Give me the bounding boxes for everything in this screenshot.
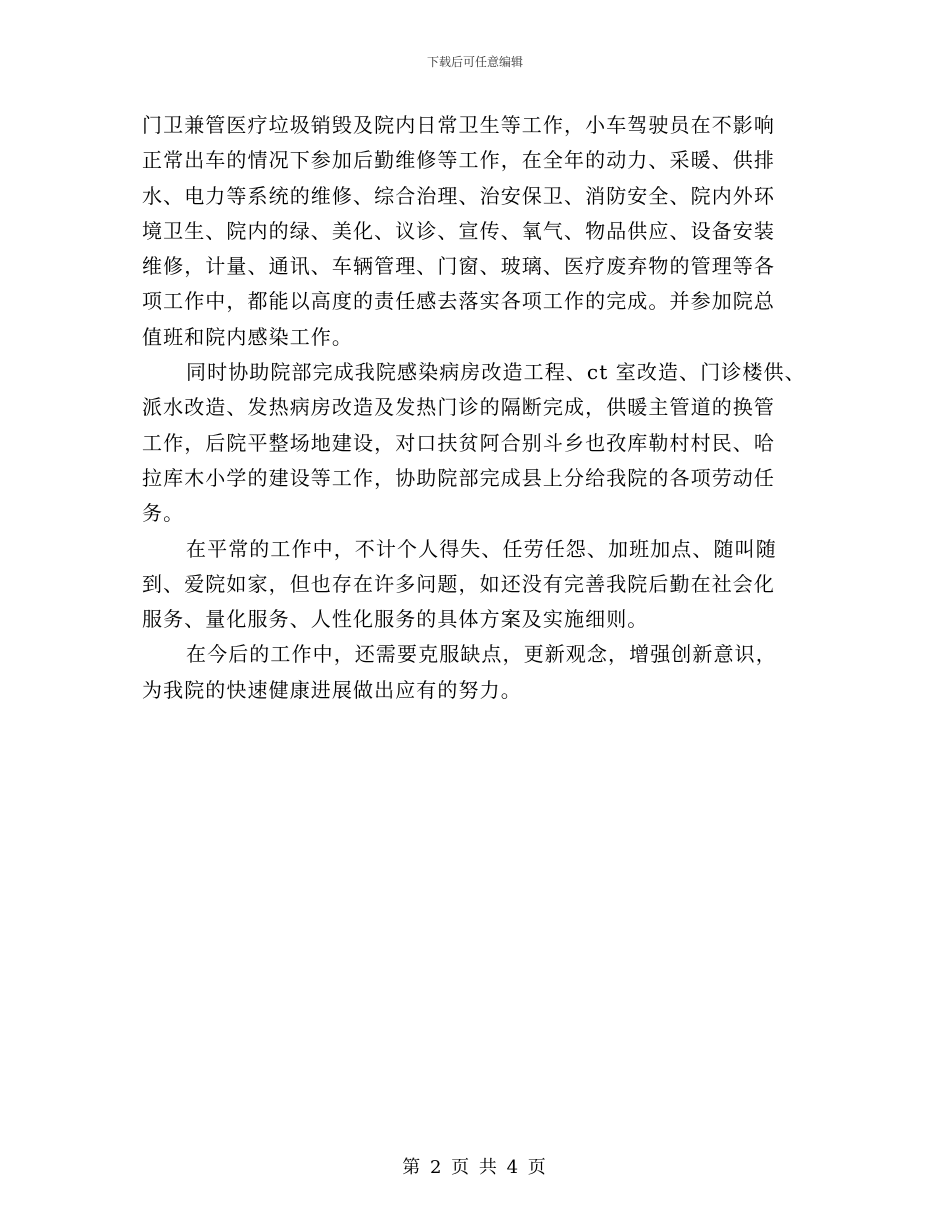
paragraph-2-line-4: 拉库木小学的建设等工作，协助院部完成县上分给我院的各项劳动任 bbox=[142, 465, 775, 490]
paragraph-2 bbox=[142, 355, 812, 531]
paragraph-3 bbox=[142, 532, 812, 638]
paragraph-4-line-1: 在今后的工作中，还需要克服缺点，更新观念，增强创新意识， bbox=[186, 642, 777, 667]
paragraph-3-line-1: 在平常的工作中，不计个人得失、任劳任怨、加班加点、随叫随 bbox=[186, 536, 777, 561]
paragraph-1-line-7: 值班和院内感染工作。 bbox=[142, 324, 353, 349]
paragraph-2-line-2: 派水改造、发热病房改造及发热门诊的隔断完成，供暖主管道的换管 bbox=[142, 395, 775, 420]
page-footer: 第 2 页 共 4 页 bbox=[402, 1157, 548, 1178]
paragraph-2-line-5: 务。 bbox=[142, 501, 185, 526]
paragraph-1-line-3: 水、电力等系统的维修、综合治理、治安保卫、消防安全、院内外环 bbox=[142, 183, 775, 208]
paragraph-3-line-3: 服务、量化服务、人性化服务的具体方案及实施细则。 bbox=[142, 607, 649, 632]
paragraph-3-line-2: 到、爱院如家，但也存在许多问题，如还没有完善我院后勤在社会化 bbox=[142, 571, 775, 596]
paragraph-1-line-1: 门卫兼管医疗垃圾销毁及院内日常卫生等工作，小车驾驶员在不影响 bbox=[142, 113, 775, 137]
header-note: 下载后可任意编辑 bbox=[426, 55, 523, 69]
paragraph-4 bbox=[142, 637, 812, 708]
paragraph-2-line-3: 工作，后院平整场地建设，对口扶贫阿合别斗乡也孜库勒村村民、哈 bbox=[142, 430, 775, 455]
paragraph-1-line-6: 项工作中，都能以高度的责任感去落实各项工作的完成。并参加院总 bbox=[142, 289, 775, 314]
paragraph-1-line-2: 正常出车的情况下参加后勤维修等工作，在全年的动力、采暖、供排 bbox=[142, 148, 775, 173]
document-body bbox=[142, 108, 812, 708]
paragraph-1-line-5: 维修，计量、通讯、车辆管理、门窗、玻璃、医疗废弃物的管理等各 bbox=[142, 254, 775, 279]
paragraph-2-line-1: 同时协助院部完成我院感染病房改造工程、ct 室改造、门诊楼供、 bbox=[186, 360, 806, 385]
paragraph-1 bbox=[142, 108, 812, 355]
paragraph-4-line-2: 为我院的快速健康进展做出应有的努力。 bbox=[142, 677, 522, 702]
paragraph-1-line-4: 境卫生、院内的绿、美化、议诊、宣传、氧气、物品供应、设备安装 bbox=[142, 218, 775, 243]
